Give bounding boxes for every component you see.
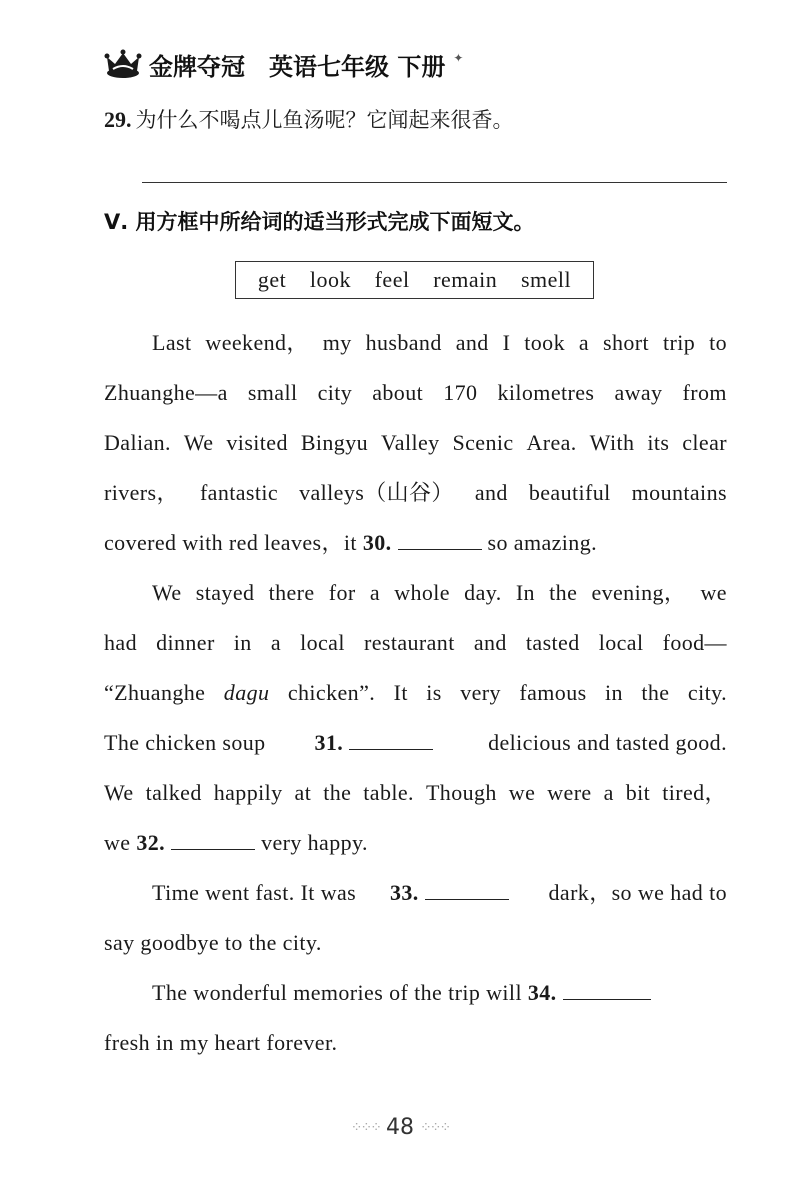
word-option: look <box>309 267 351 292</box>
word: We <box>104 780 134 805</box>
word: city. <box>687 680 727 705</box>
section-title: Ⅴ. 用方框中所给词的适当形式完成下面短文。 <box>104 210 535 234</box>
word: food— <box>662 630 727 655</box>
word: city <box>317 380 353 405</box>
word: its <box>647 430 670 455</box>
italic-word: dagu <box>223 680 270 705</box>
p1-line-1 <box>104 318 727 368</box>
blank-30[interactable] <box>398 527 482 550</box>
word: a <box>270 630 281 655</box>
text-segment: dark，so we had to <box>548 880 727 905</box>
word: is <box>426 680 442 705</box>
word: weekend， <box>205 330 309 355</box>
blank-31[interactable] <box>349 727 433 750</box>
word: evening， <box>591 580 687 605</box>
blank-32[interactable] <box>171 827 255 850</box>
p4-line-2: fresh in my heart forever. <box>104 1030 338 1055</box>
dot-pattern-icon: ⁘⁘⁘ <box>350 1120 380 1136</box>
word: Bingyu <box>300 430 368 455</box>
text-segment: delicious and tasted good. <box>488 730 727 755</box>
subject-title: 英语七年级 下册 <box>269 52 446 81</box>
paragraph-2 <box>104 568 727 868</box>
word: trip <box>662 330 696 355</box>
word: talked <box>145 780 202 805</box>
word: about <box>372 380 424 405</box>
answer-line[interactable] <box>142 182 727 183</box>
text-segment: very happy. <box>261 830 368 855</box>
word: In <box>515 580 535 605</box>
p4-line-1 <box>104 968 727 1018</box>
word: Though <box>425 780 497 805</box>
text-segment: Time went fast. It was <box>152 880 357 905</box>
sparkle-icon: ✦ <box>453 51 464 65</box>
word: local <box>300 630 345 655</box>
word: we <box>700 580 727 605</box>
question-number: 29. <box>104 107 132 132</box>
word: rivers， <box>104 480 179 505</box>
word: Valley <box>380 430 440 455</box>
word: my <box>322 330 352 355</box>
word: Last <box>152 330 192 355</box>
word-option: feel <box>374 267 410 292</box>
page-header <box>103 44 463 84</box>
p2-line-2 <box>104 618 727 668</box>
text-segment: covered with red leaves，it <box>104 530 357 555</box>
p3-line-2: say goodbye to the city. <box>104 930 322 955</box>
book-name: 金牌夺冠 <box>149 52 245 81</box>
word: a <box>578 330 590 355</box>
word-option: remain <box>433 267 498 292</box>
word: day. <box>464 580 502 605</box>
word: very <box>460 680 501 705</box>
word: With <box>589 430 635 455</box>
p2-line-1 <box>104 568 727 618</box>
word: chicken”. <box>287 680 376 705</box>
word: dinner <box>156 630 215 655</box>
word: fantastic <box>199 480 279 505</box>
blank-34[interactable] <box>563 977 651 1000</box>
word: were <box>547 780 592 805</box>
word: at <box>294 780 312 805</box>
p1-line-2 <box>104 368 727 418</box>
word: small <box>247 380 298 405</box>
word: It <box>393 680 408 705</box>
blank-number: 31. <box>314 730 344 755</box>
word: beautiful <box>528 480 611 505</box>
word: whole <box>394 580 450 605</box>
word: and <box>474 480 508 505</box>
word: from <box>682 380 727 405</box>
word: We <box>183 430 214 455</box>
dot-pattern-icon: ⁘⁘⁘ <box>420 1120 450 1136</box>
page-number: 48 <box>386 1115 414 1140</box>
p1-line-5 <box>104 518 727 568</box>
text-segment: we <box>104 830 131 855</box>
word: “Zhuanghe <box>104 680 206 705</box>
word: to <box>709 330 727 355</box>
word: restaurant <box>363 630 455 655</box>
word: in <box>233 630 252 655</box>
blank-33[interactable] <box>425 877 509 900</box>
word: table. <box>363 780 414 805</box>
word: for <box>328 580 356 605</box>
word: famous <box>519 680 587 705</box>
word: We <box>152 580 182 605</box>
word: Area. <box>526 430 577 455</box>
word: and <box>473 630 507 655</box>
word: the <box>641 680 670 705</box>
word: short <box>603 330 650 355</box>
word: clear <box>682 430 727 455</box>
word: Dalian. <box>104 430 171 455</box>
page-footer <box>0 1115 800 1140</box>
question-text: 为什么不喝点儿鱼汤呢？它闻起来很香。 <box>135 108 514 132</box>
word: husband <box>365 330 442 355</box>
word: 170 <box>443 380 478 405</box>
word: mountains <box>631 480 727 505</box>
blank-number: 32. <box>136 830 166 855</box>
word: took <box>524 330 565 355</box>
text-segment: so amazing. <box>487 530 598 555</box>
p2-line-5 <box>104 768 727 818</box>
word: and <box>455 330 489 355</box>
question-29 <box>104 104 514 134</box>
word: the <box>323 780 352 805</box>
word: away <box>614 380 663 405</box>
p3-line-1 <box>104 868 727 918</box>
crown-icon <box>103 49 143 79</box>
paragraph-3 <box>104 868 727 968</box>
word: in <box>605 680 623 705</box>
word: visited <box>226 430 288 455</box>
word: we <box>508 780 536 805</box>
p1-line-4 <box>104 468 727 518</box>
blank-number: 33. <box>389 880 419 905</box>
word: Zhuanghe—a <box>104 380 228 405</box>
p2-line-6 <box>104 818 727 868</box>
word: a <box>603 780 614 805</box>
word: I <box>502 330 511 355</box>
word: had <box>104 630 137 655</box>
blank-number: 30. <box>362 530 392 555</box>
word: bit <box>625 780 651 805</box>
text-segment: The wonderful memories of the trip will <box>152 980 522 1005</box>
word: there <box>268 580 315 605</box>
paragraph-4 <box>104 968 727 1068</box>
p1-line-3 <box>104 418 727 468</box>
p2-line-4 <box>104 718 727 768</box>
p2-line-3 <box>104 668 727 718</box>
blank-number: 34. <box>527 980 557 1005</box>
word: stayed <box>195 580 255 605</box>
word: valleys（山谷） <box>299 480 454 505</box>
text-segment: The chicken soup <box>104 730 266 755</box>
word: happily <box>213 780 283 805</box>
word: local <box>598 630 644 655</box>
word: the <box>549 580 578 605</box>
word: a <box>369 580 380 605</box>
paragraph-1 <box>104 318 727 568</box>
word-box <box>235 261 594 299</box>
word: tasted <box>525 630 580 655</box>
word: kilometres <box>497 380 595 405</box>
word-option: get <box>257 267 287 292</box>
word: Scenic <box>452 430 514 455</box>
word-option: smell <box>520 267 572 292</box>
word: tired， <box>662 780 727 805</box>
